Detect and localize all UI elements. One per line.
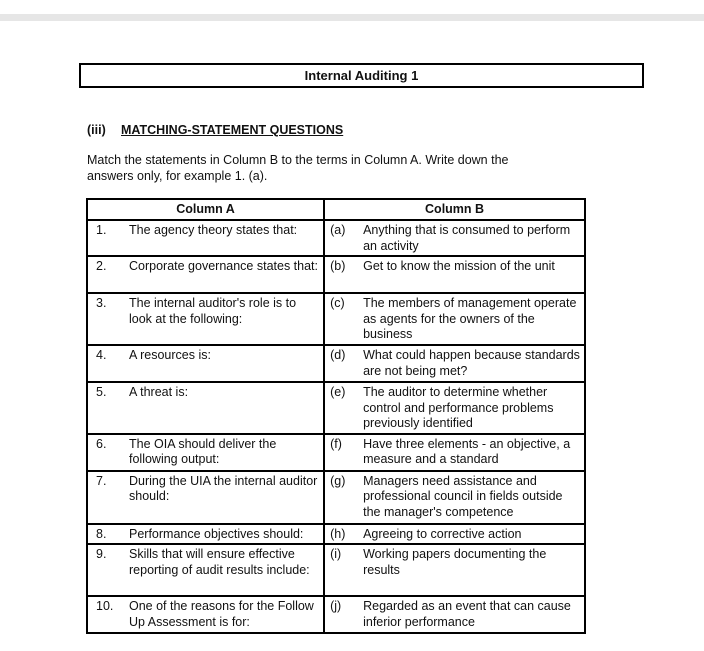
column-a-cell (87, 471, 324, 524)
table-row (87, 293, 585, 345)
column-a-cell (87, 345, 324, 382)
table-row (87, 434, 585, 471)
statement-letter: (d) (330, 348, 346, 362)
statement-letter: (i) (330, 547, 342, 561)
statement-letter: (h) (330, 526, 346, 541)
column-b-cell (324, 382, 585, 434)
section-title: MATCHING-STATEMENT QUESTIONS (121, 123, 344, 137)
statement-letter: (c) (330, 296, 345, 310)
statement-text: The members of management operate as agents for the owners of the business (363, 296, 577, 341)
column-a-cell (87, 596, 324, 633)
statement-text: Get to know the mission of the unit (363, 259, 555, 273)
statement-letter: (a) (330, 223, 346, 237)
term-text: The internal auditor's role is to look at the following: (129, 296, 297, 326)
column-a-cell (87, 544, 324, 596)
column-a-cell (87, 220, 324, 256)
table-row (87, 544, 585, 596)
statement-text: Anything that is consumed to perform an activity (363, 223, 571, 253)
viewer-top-bar (0, 14, 704, 21)
statement-letter: (g) (330, 473, 346, 488)
term-text: Corporate governance states that: (129, 259, 319, 273)
document-title: Internal Auditing 1 (79, 63, 644, 88)
column-b-header: Column B (324, 199, 585, 220)
section-heading (87, 122, 343, 138)
term-text: The agency theory states that: (129, 223, 298, 237)
term-text: Performance objectives should: (129, 526, 304, 541)
table-row (87, 596, 585, 633)
term-number: 8. (96, 526, 107, 541)
statement-text: Have three elements - an objective, a measure and a standard (363, 436, 571, 466)
table-row (87, 220, 585, 256)
column-a-cell (87, 293, 324, 345)
statement-text: Agreeing to corrective action (363, 526, 522, 541)
statement-letter: (e) (330, 385, 346, 399)
column-b-cell (324, 345, 585, 382)
term-text: A threat is: (129, 385, 189, 399)
column-b-cell (324, 524, 585, 545)
term-text: One of the reasons for the Follow Up Assessment is for: (129, 599, 314, 629)
term-text: Skills that will ensure effective reporting of audit results include: (129, 547, 310, 577)
section-number: (iii) (87, 123, 106, 137)
matching-table (86, 198, 586, 634)
statement-text: Regarded as an event that can cause inferior performance (363, 599, 571, 629)
column-a-header: Column A (87, 199, 324, 220)
table-row (87, 524, 585, 545)
statement-letter: (b) (330, 259, 346, 273)
statement-text: The auditor to determine whether control and performance problems previously identified (363, 385, 554, 430)
column-b-cell (324, 256, 585, 293)
term-number: 7. (96, 473, 107, 488)
column-b-cell (324, 544, 585, 596)
table-row (87, 382, 585, 434)
table-row (87, 471, 585, 524)
term-number: 2. (96, 259, 107, 273)
column-b-cell (324, 471, 585, 524)
column-b-cell (324, 434, 585, 471)
statement-letter: (f) (330, 436, 342, 451)
table-row (87, 345, 585, 382)
instructions-text: Match the statements in Column B to the terms in Column A. Write down the answers only, for example 1. (a). (87, 153, 509, 183)
statement-text: Managers need assistance and professional council in fields outside the manager's competence (363, 473, 563, 519)
term-number: 4. (96, 348, 107, 362)
table-header-row (87, 199, 585, 220)
statement-text: What could happen because standards are not being met? (363, 348, 580, 378)
table-row (87, 256, 585, 293)
term-text: A resources is: (129, 348, 211, 362)
column-b-cell (324, 293, 585, 345)
column-b-cell (324, 220, 585, 256)
column-a-cell (87, 524, 324, 545)
term-number: 10. (96, 599, 114, 613)
term-number: 6. (96, 436, 107, 451)
term-number: 3. (96, 296, 107, 310)
statement-text: Working papers documenting the results (363, 547, 547, 577)
term-number: 9. (96, 547, 107, 561)
term-number: 5. (96, 385, 107, 399)
statement-letter: (j) (330, 599, 342, 613)
column-a-cell (87, 382, 324, 434)
term-text: The OIA should deliver the following output: (129, 436, 277, 466)
term-text: During the UIA the internal auditor should: (129, 473, 318, 503)
column-b-cell (324, 596, 585, 633)
column-a-cell (87, 256, 324, 293)
term-number: 1. (96, 223, 107, 237)
column-a-cell (87, 434, 324, 471)
